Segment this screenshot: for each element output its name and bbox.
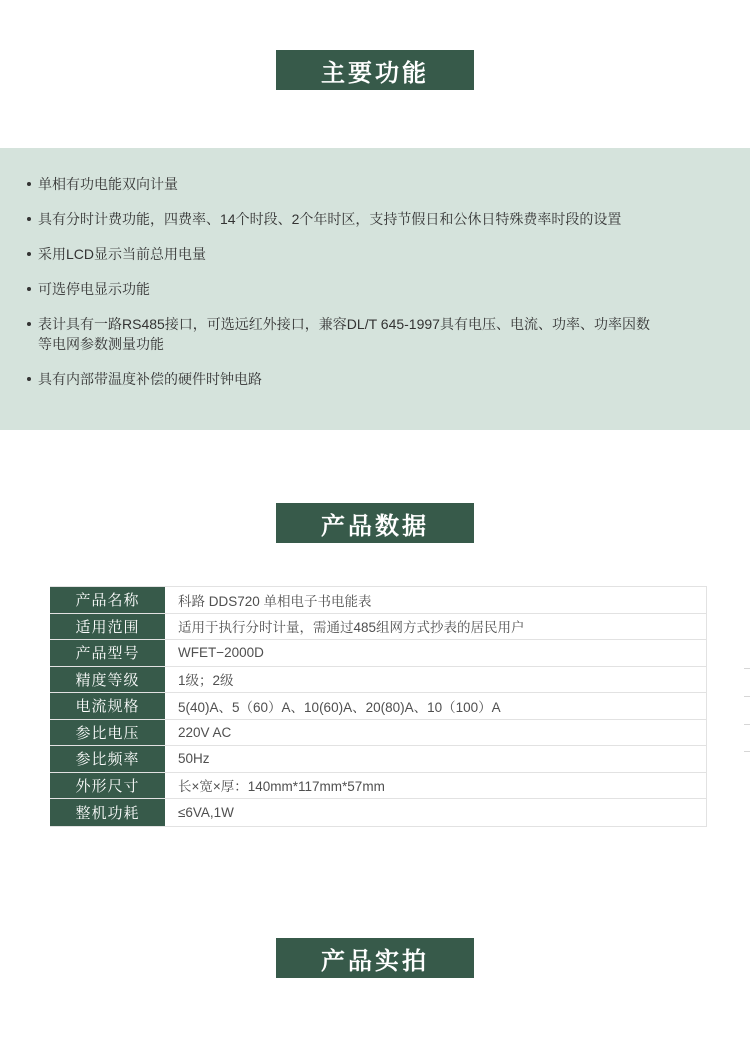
section-header-product-photos (276, 938, 474, 978)
section-title: 产品数据 (321, 512, 429, 540)
spec-row (50, 799, 706, 826)
spec-label: 电流规格 (50, 693, 165, 719)
feature-text: 采用LCD显示当前总用电量 (38, 246, 207, 262)
feature-item (27, 279, 662, 299)
spec-row (50, 720, 706, 747)
feature-item (27, 369, 662, 389)
spec-row (50, 587, 706, 614)
feature-text: 表计具有一路RS485接口，可选远红外接口，兼容DL/T 645-1997具有电压、电流、功率、功率因数等电网参数测量功能 (38, 316, 650, 352)
bullet-dot-icon (27, 369, 38, 389)
page-edge-tick (744, 668, 750, 669)
spec-label: 参比频率 (50, 746, 165, 772)
spec-value: WFET−2000D (178, 645, 264, 661)
spec-label: 外形尺寸 (50, 773, 165, 799)
feature-item (27, 174, 662, 194)
feature-item (27, 209, 662, 229)
spec-label: 精度等级 (50, 667, 165, 693)
feature-text: 具有分时计费功能，四费率、14个时段、2个年时区，支持节假日和公休日特殊费率时段的设置 (38, 211, 622, 227)
spec-row (50, 640, 706, 667)
spec-table (50, 586, 707, 827)
bullet-dot-icon (27, 244, 38, 264)
spec-row (50, 746, 706, 773)
spec-row (50, 693, 706, 720)
bullet-dot-icon (27, 314, 38, 334)
spec-row (50, 667, 706, 694)
section-title: 主要功能 (321, 59, 429, 87)
spec-value: 50Hz (178, 751, 210, 767)
spec-value: 适用于执行分时计量，需通过485组网方式抄表的居民用户 (178, 620, 525, 636)
bullet-dot-icon (27, 174, 38, 194)
spec-label: 整机功耗 (50, 799, 165, 826)
feature-item (27, 244, 662, 264)
spec-value: 1级；2级 (178, 673, 234, 689)
section-title: 产品实拍 (321, 947, 429, 975)
bullet-dot-icon (27, 209, 38, 229)
section-header-product-data (276, 503, 474, 543)
spec-value: ≤6VA,1W (178, 804, 234, 820)
bullet-dot-icon (27, 279, 38, 299)
spec-label: 产品型号 (50, 640, 165, 666)
spec-value: 科路 DDS720 单相电子书电能表 (178, 593, 372, 609)
feature-list (27, 174, 662, 389)
feature-text: 具有内部带温度补偿的硬件时钟电路 (38, 371, 262, 387)
page-edge-tick (744, 751, 750, 752)
spec-value: 220V AC (178, 724, 232, 740)
feature-text: 可选停电显示功能 (38, 281, 150, 297)
section-header-main-features (276, 50, 474, 90)
spec-label: 参比电压 (50, 720, 165, 746)
spec-value: 长×宽×厚：140mm*117mm*57mm (178, 779, 385, 795)
feature-item (27, 314, 662, 354)
page-edge-tick (744, 724, 750, 725)
feature-text: 单相有功电能双向计量 (38, 176, 178, 192)
page-edge-tick (744, 696, 750, 697)
spec-row (50, 614, 706, 641)
spec-value: 5(40)A、5（60）A、10(60)A、20(80)A、10（100）A (178, 699, 501, 715)
spec-label: 产品名称 (50, 587, 165, 613)
features-section (0, 148, 750, 430)
spec-label: 适用范围 (50, 614, 165, 640)
spec-row (50, 773, 706, 800)
